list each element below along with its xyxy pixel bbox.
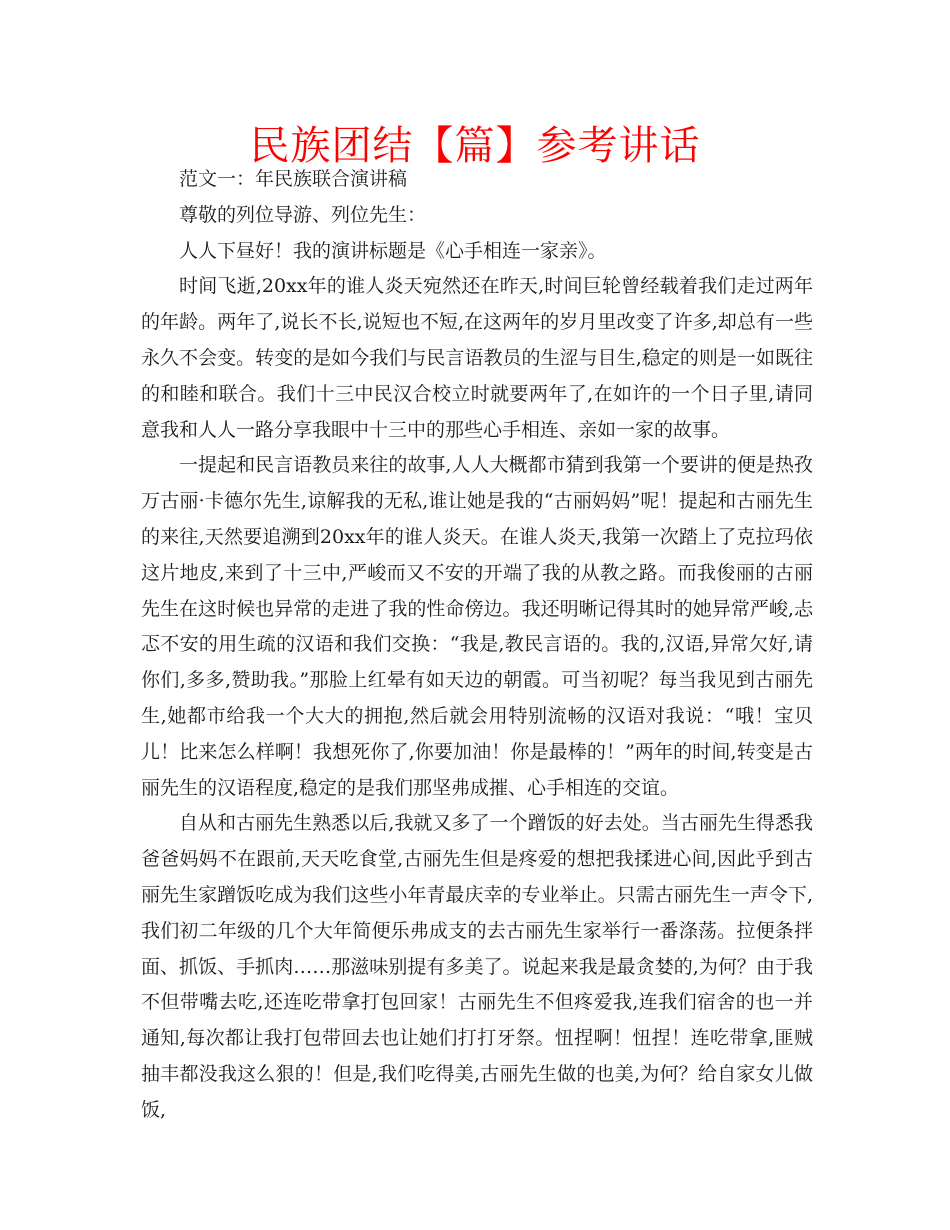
- paragraph-salutation: 尊敬的列位导游、列位先生：: [179, 203, 427, 226]
- paragraph-subtitle: 范文一：年民族联合演讲稿: [179, 168, 408, 190]
- paragraph-greeting: 人人下昼好！我的演讲标题是《心手相连一家亲》。: [179, 239, 607, 262]
- document-body: [141, 162, 813, 1129]
- paragraph-body: 一提起和民言语教员来往的故事,人人大概都市猜到我第一个要讲的便是热孜万古丽·卡德尔先生,谅解我的无私,谁让她是我的“古丽妈妈”呢！提起和古丽先生的来往,天然要追溯到20xx年的谁人炎天。在谁人炎天,我第一次踏上了克拉玛依这片地皮,来到了十三中,严峻而又不安的开端了我的从教之路。而我俊丽的古丽先生在这时候也异常的走进了我的性命傍边。我还明晰记得其时的她异常严峻,忐忑不安的用生疏的汉语和我们交换：“我是,教民言语的。我的,汉语,异常欠好,请你们,多多,赞助我。”那脸上红晕有如天边的朝霞。可当初呢？每当我见到古丽先生,她都市给我一个大大的拥抱,然后就会用特别流畅的汉语对我说：“哦！宝贝儿！比来怎么样啊！我想死你了,你要加油！你是最棒的！”两年的时间,转变是古丽先生的汉语程度,稳定的是我们那坚弗成摧、心手相连的交谊。: [141, 454, 813, 799]
- paragraph-body: 自从和古丽先生熟悉以后,我就又多了一个蹭饭的好去处。当古丽先生得悉我爸爸妈妈不在跟前,天天吃食堂,古丽先生但是疼爱的想把我揉进心间,因此乎到古丽先生家蹭饭吃成为我们这些小年青最庆幸的专业举止。只需古丽先生一声令下,我们初二年级的几个大年简便乐弗成支的去古丽先生家举行一番涤荡。拉便条拌面、抓饭、手抓肉……那滋味别提有多美了。说起来我是最贪婪的,为何？由于我不但带嘴去吃,还连吃带拿打包回家！古丽先生不但疼爱我,连我们宿舍的也一并通知,每次都让我打包带回去也让她们打打牙祭。忸捏啊！忸捏！连吃带拿,匪贼抽丰都没我这么狠的！但是,我们吃得美,古丽先生做的也美,为何？给自家女儿做饭,: [141, 812, 813, 1121]
- document-title: 民族团结【篇】参考讲话: [249, 123, 701, 169]
- paragraph-body: 时间飞逝,20xx年的谁人炎天宛然还在昨天,时间巨轮曾经载着我们走过两年的年龄。两年了,说长不长,说短也不短,在这两年的岁月里改变了许多,却总有一些永久不会变。转变的是如今我们与民言语教员的生涩与目生,稳定的则是一如既往的和睦和联合。我们十三中民汉合校立时就要两年了,在如许的一个日子里,请同意我和人人一路分享我眼中十三中的那些心手相连、亲如一家的故事。: [141, 275, 813, 441]
